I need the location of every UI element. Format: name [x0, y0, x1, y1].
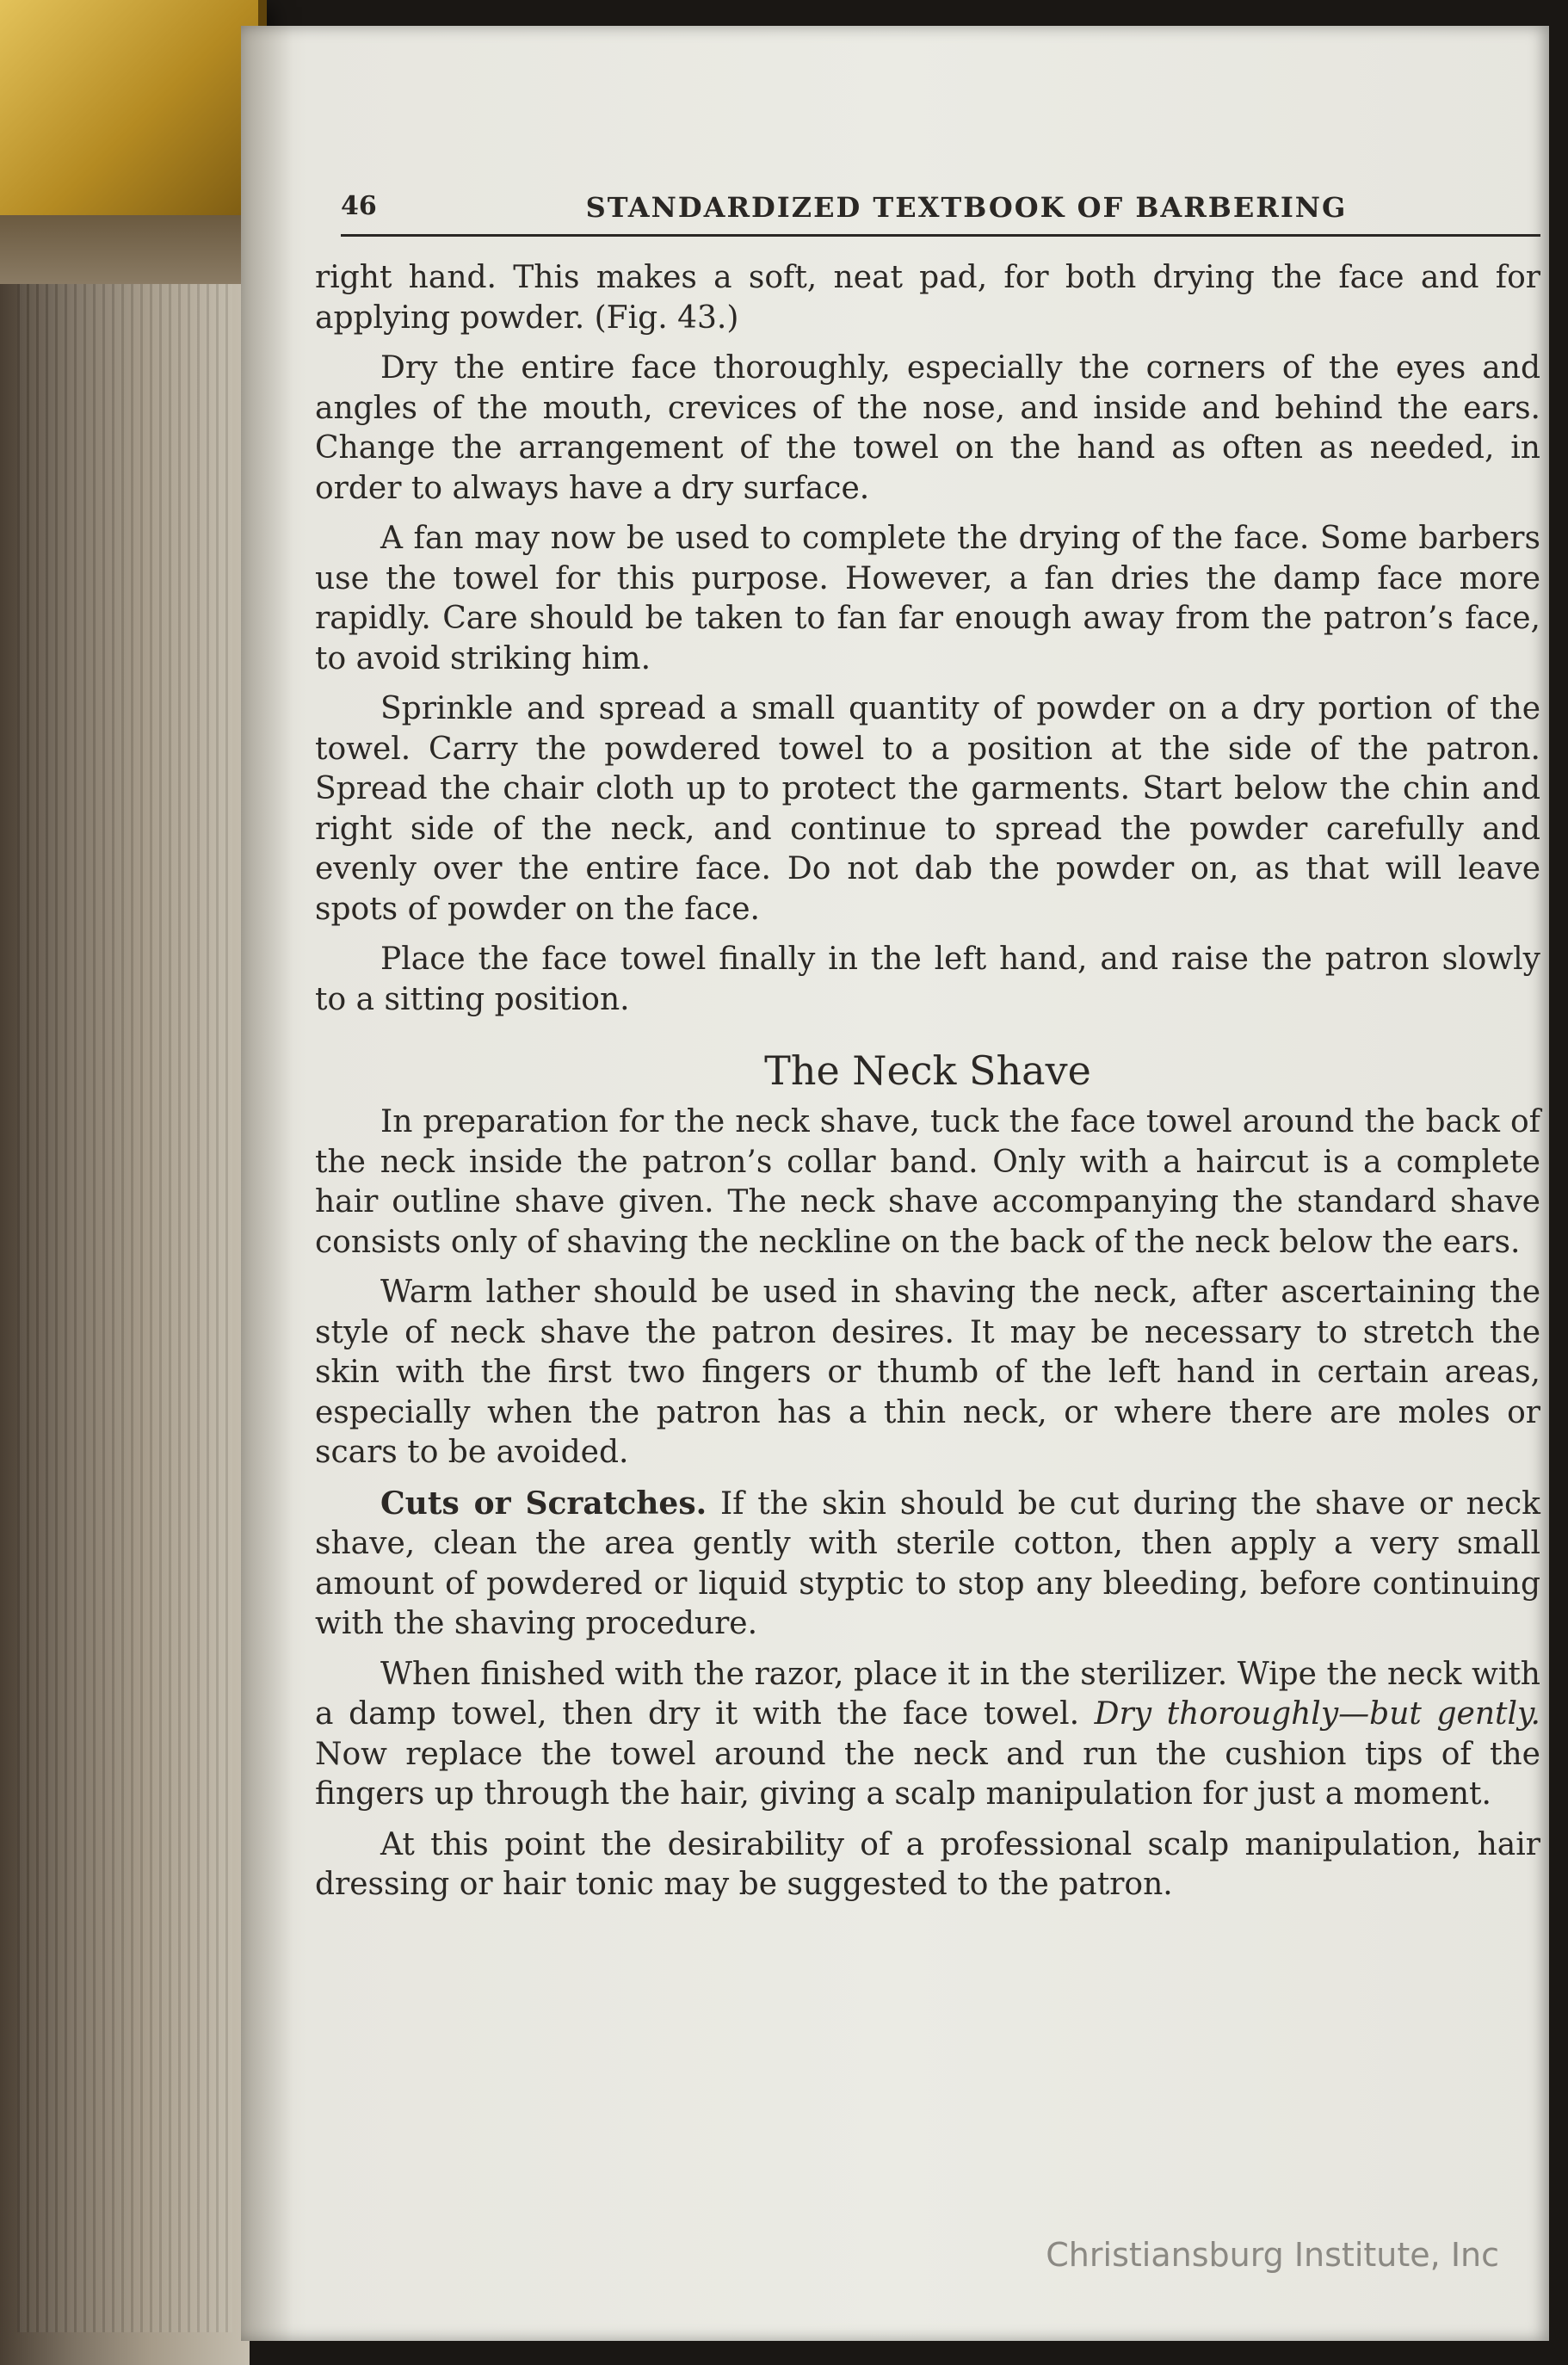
- body-text: [315, 258, 1540, 1916]
- paragraph: Warm lather should be used in shaving the neck, after ascertaining the style of neck shave the patron desires. It may be necessary to stretch the skin with the first two fingers or thumb of the left hand in certain areas, especially when the patron has a thin neck, or where there are moles or scars to be avoided.: [315, 1275, 1540, 1470]
- book-binding-edge: [0, 0, 250, 2365]
- gold-page-edge: [0, 0, 267, 224]
- paragraph: [315, 1484, 1540, 1645]
- paragraph: Place the face towel finally in the left hand, and raise the patron slowly to a sitting position.: [315, 942, 1540, 1017]
- paragraph: In preparation for the neck shave, tuck the face towel around the back of the neck inside the patron’s collar band. Only with a haircut is a complete hair outline shave given. The neck shave accompanying the standard shave consists only of shaving the neckline on the back of the neck below the ears.: [315, 1104, 1540, 1260]
- paragraph-text: Now replace the towel around the neck and run the cushion tips of the fingers up through the hair, giving a scalp manipulation for just a moment.: [315, 1736, 1540, 1812]
- running-head: STANDARDIZED TEXTBOOK OF BARBERING: [585, 191, 1348, 224]
- run-in-heading: Cuts or Scratches.: [380, 1485, 707, 1522]
- paragraph-text: When finished with the razor, place it in the sterilizer. Wipe the neck with a damp towel, then dry it with the face towel.: [315, 1656, 1540, 1732]
- paragraph: At this point the desirability of a professional scalp manipulation, hair dressing or hair tonic may be suggested to the patron.: [315, 1826, 1540, 1902]
- page-number: 46: [341, 191, 377, 221]
- paragraph: right hand. This makes a soft, neat pad, for both drying the face and for applying powder. (Fig. 43.): [315, 260, 1540, 336]
- watermark: Christiansburg Institute, Inc: [1046, 2236, 1499, 2274]
- paragraph: Sprinkle and spread a small quantity of powder on a dry portion of the towel. Carry the powdered towel to a position at the side of the patron. Spread the chair cloth up to protect the garments. Start below the chin and right side of the neck, and continue to spread the powder carefully and evenly over the entire face. Do not dab the powder on, as that will leave spots of powder on the face.: [315, 691, 1540, 927]
- book-page: [241, 26, 1549, 2341]
- paragraph-text: If the skin should be cut during the shave or neck shave, clean the area gently with sterile cotton, then apply a very small amount of powdered or liquid styptic to stop any bleeding, before continuing with the shaving procedure.: [315, 1485, 1540, 1641]
- paragraph: [315, 1655, 1540, 1815]
- section-heading: The Neck Shave: [764, 1047, 1091, 1094]
- paragraph: A fan may now be used to complete the drying of the face. Some barbers use the towel for this purpose. However, a fan dries the damp face more rapidly. Care should be taken to fan far enough away from the patron’s face, to avoid striking him.: [315, 521, 1540, 676]
- emphasis-text: Dry thoroughly—but gently.: [1094, 1696, 1540, 1732]
- paragraph: Dry the entire face thoroughly, especially the corners of the eyes and angles of the mouth, crevices of the nose, and inside and behind the ears. Change the arrangement of the towel on the hand as often as needed, in order to always have a dry surface.: [315, 350, 1540, 506]
- page-header: [341, 186, 1540, 237]
